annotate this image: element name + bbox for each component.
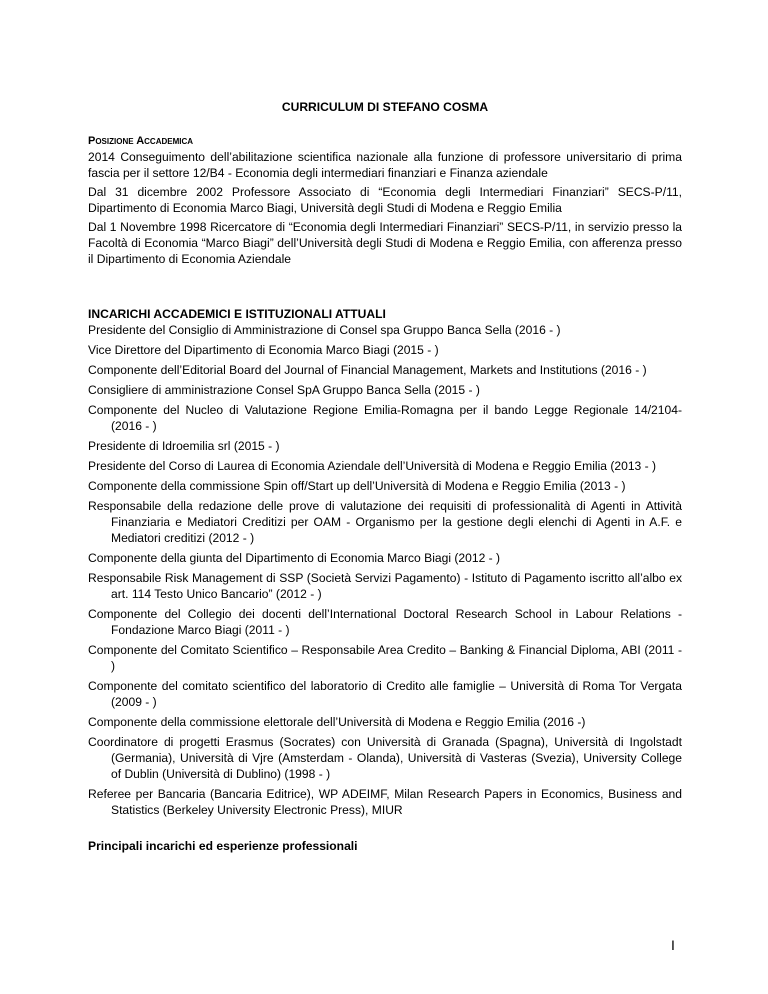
- list-item: Responsabile Risk Management di SSP (Società Servizi Pagamento) - Istituto di Pagamento iscritto all’albo ex art. 114 Testo Unico Bancario” (2012 - ): [88, 571, 682, 601]
- list-item: Componente del comitato scientifico del laboratorio di Credito alle famiglie – Università di Roma Tor Vergata (2009 - ): [88, 679, 682, 709]
- list-item: Coordinatore di progetti Erasmus (Socrates) con Università di Granada (Spagna), Università di Ingolstadt (Germania), Università di Vjre (Amsterdam - Olanda), Università di Vasteras (Svezia), University College of Dublin (Università di Dublino) (1998 - ): [88, 735, 682, 781]
- posizione-paragraph: Dal 1 Novembre 1998 Ricercatore di “Economia degli Intermediari Finanziari” SECS-P/11, in servizio presso la Facoltà di Economia “Marco Biagi” dell’Università degli Studi di Modena e Reggio Emilia, con afferenza presso il Dipartimento di Economia Aziendale: [88, 220, 682, 266]
- list-item: Componente della commissione Spin off/Start up dell’Università di Modena e Reggio Emilia (2013 - ): [88, 479, 626, 493]
- list-item: Responsabile della redazione delle prove di valutazione dei requisiti di professionalità di Agenti in Attività Finanziaria e Mediatori Creditizi per OAM - Organismo per la gestione degli elenchi di Agenti in A.F. e Mediatori creditizi (2012 - ): [88, 499, 682, 545]
- list-item: Componente del Collegio dei docenti dell’International Doctoral Research School in Labour Relations - Fondazione Marco Biagi (2011 - ): [88, 607, 682, 637]
- document-title: CURRICULUM DI STEFANO COSMA: [281, 100, 489, 114]
- list-item: Consigliere di amministrazione Consel SpA Gruppo Banca Sella (2015 - ): [88, 383, 480, 397]
- spacer: [88, 822, 682, 838]
- list-item: Componente dell’Editorial Board del Journal of Financial Management, Markets and Institutions (2016 - ): [88, 363, 647, 377]
- list-item: Vice Direttore del Dipartimento di Economia Marco Biagi (2015 - ): [88, 343, 439, 357]
- list-item: Referee per Bancaria (Bancaria Editrice), WP ADEIMF, Milan Research Papers in Economics, Business and Statistics (Berkeley University Electronic Press), MIUR: [88, 787, 682, 817]
- section-heading-incarichi: INCARICHI ACCADEMICI E ISTITUZIONALI ATTUALI: [88, 307, 386, 321]
- list-item: Presidente di Idroemilia srl (2015 - ): [88, 439, 280, 453]
- list-item: Componente della giunta del Dipartimento di Economia Marco Biagi (2012 - ): [88, 551, 501, 565]
- section-heading-professionali: Principali incarichi ed esperienze professionali: [88, 839, 358, 853]
- section-heading-posizione: Posizione Accademica: [88, 135, 194, 147]
- posizione-paragraph: Dal 31 dicembre 2002 Professore Associato di “Economia degli Intermediari Finanziari” SECS-P/11, Dipartimento di Economia Marco Biagi, Università degli Studi di Modena e Reggio Emilia: [88, 185, 682, 215]
- list-item: Componente della commissione elettorale dell’Università di Modena e Reggio Emilia (2016 -): [88, 715, 586, 729]
- posizione-paragraph: 2014 Conseguimento dell’abilitazione scientifica nazionale alla funzione di professore universitario di prima fascia per il settore 12/B4 - Economia degli intermediari finanziari e Finanza aziendale: [88, 150, 682, 180]
- spacer: [88, 270, 682, 306]
- list-item: Componente del Comitato Scientifico – Responsabile Area Credito – Banking & Financial Diploma, ABI (2011 - ): [88, 643, 682, 673]
- page-number: I: [671, 937, 675, 953]
- list-item: Presidente del Corso di Laurea di Economia Aziendale dell’Università di Modena e Reggio Emilia (2013 - ): [88, 459, 657, 473]
- incarichi-list: [88, 322, 682, 818]
- list-item: Presidente del Consiglio di Amministrazione di Consel spa Gruppo Banca Sella (2016 - ): [88, 323, 561, 337]
- document-body: [88, 99, 682, 854]
- list-item: Componente del Nucleo di Valutazione Regione Emilia-Romagna per il bando Legge Regionale 14/2104- (2016 - ): [88, 403, 682, 433]
